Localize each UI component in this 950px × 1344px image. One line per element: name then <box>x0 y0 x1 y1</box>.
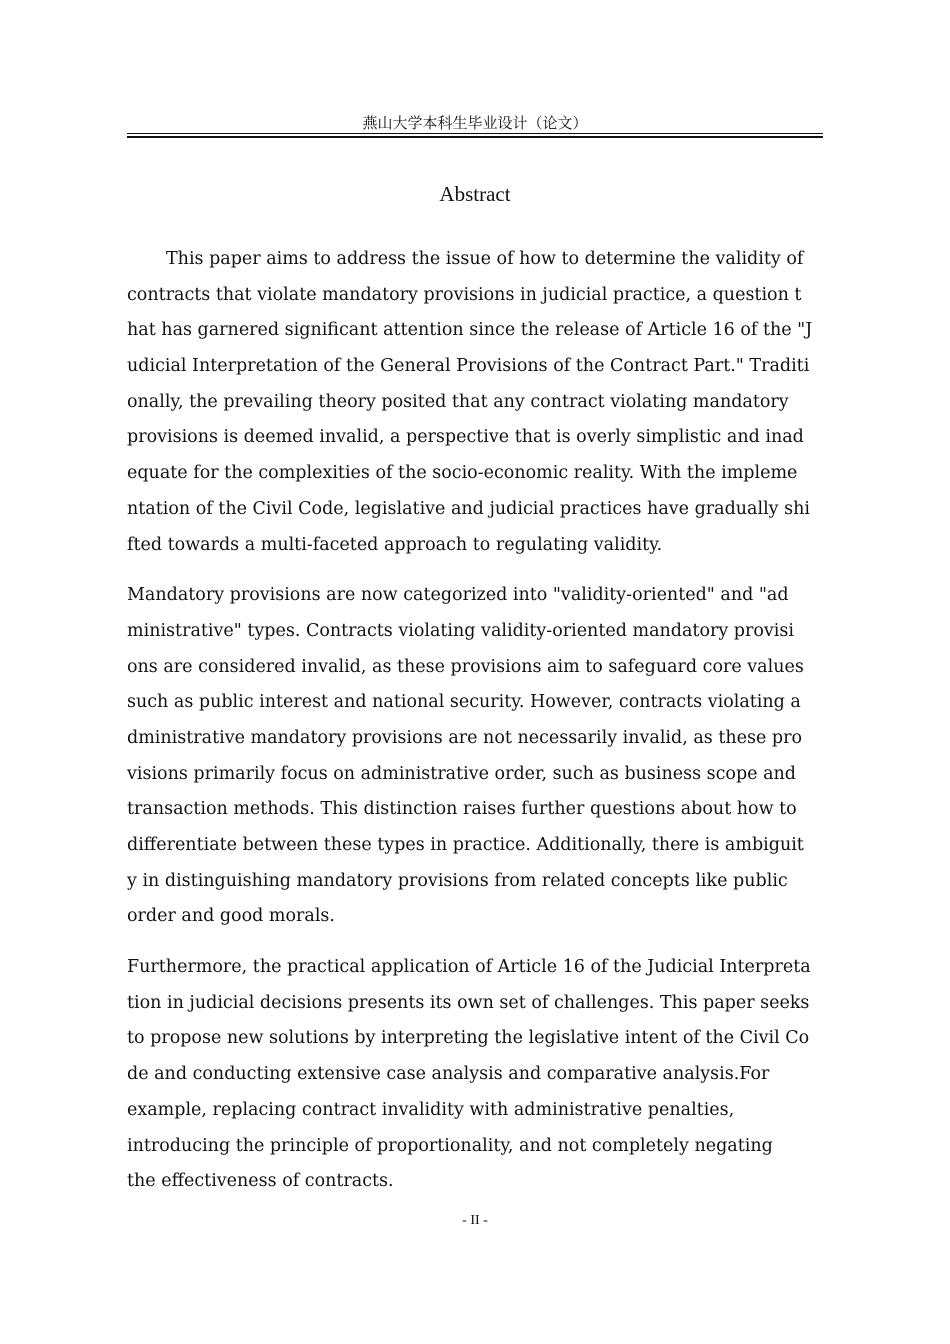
text-line: ntation of the Civil Code, legislative and judicial practices have gradually shi <box>127 498 810 519</box>
abstract-title: Abstract <box>439 182 511 206</box>
abstract-body <box>127 242 827 1215</box>
paragraph-2 <box>127 578 827 935</box>
text-line: de and conducting extensive case analysis and comparative analysis.For <box>127 1064 770 1085</box>
text-line: differentiate between these types in practice. Additionally, there is ambiguit <box>127 835 804 855</box>
text-line: the effectiveness of contracts. <box>127 1171 394 1192</box>
text-line: such as public interest and national security. However, contracts violating a <box>127 692 801 713</box>
text-line: transaction methods. This distinction raises further questions about how to <box>127 799 797 820</box>
text-line: fted towards a multi-faceted approach to regulating validity. <box>127 534 663 555</box>
text-line: equate for the complexities of the socio-economic reality. With the impleme <box>127 463 798 484</box>
paragraph-1 <box>127 242 827 563</box>
text-line: order and good morals. <box>127 906 335 927</box>
text-line: ministrative" types. Contracts violating validity-oriented mandatory provisi <box>127 620 794 641</box>
text-line: ons are considered invalid, as these provisions aim to safeguard core values <box>127 656 804 677</box>
text-line: contracts that violate mandatory provisions in judicial practice, a question t <box>127 284 802 305</box>
text-line: y in distinguishing mandatory provisions from related concepts like public <box>127 870 788 891</box>
header-rule-thick <box>127 136 823 138</box>
text-line: This paper aims to address the issue of how to determine the validity of <box>166 249 804 269</box>
text-line: onally, the prevailing theory posited that any contract violating mandatory <box>127 391 789 412</box>
text-line: provisions is deemed invalid, a perspective that is overly simplistic and inad <box>127 427 804 448</box>
text-line: Furthermore, the practical application of Article 16 of the Judicial Interpreta <box>127 957 811 978</box>
text-line: to propose new solutions by interpreting the legislative intent of the Civil Co <box>127 1028 810 1049</box>
page-header: 燕山大学本科生毕业设计（论文） <box>362 114 588 132</box>
header-rule-thin <box>127 133 823 134</box>
page-number: - II - <box>462 1213 488 1228</box>
text-line: example, replacing contract invalidity with administrative penalties, <box>127 1099 735 1120</box>
text-line: udicial Interpretation of the General Provisions of the Contract Part." Traditi <box>127 356 810 377</box>
text-line: visions primarily focus on administrative order, such as business scope and <box>127 763 796 784</box>
text-line: dministrative mandatory provisions are not necessarily invalid, as these pro <box>127 727 802 748</box>
text-line: hat has garnered significant attention since the release of Article 16 of the "J <box>127 320 813 341</box>
text-line: introducing the principle of proportionality, and not completely negating <box>127 1135 773 1156</box>
text-line: Mandatory provisions are now categorized into "validity-oriented" and "ad <box>127 585 789 606</box>
paragraph-3 <box>127 950 827 1200</box>
text-line: tion in judicial decisions presents its own set of challenges. This paper seeks <box>127 992 810 1013</box>
